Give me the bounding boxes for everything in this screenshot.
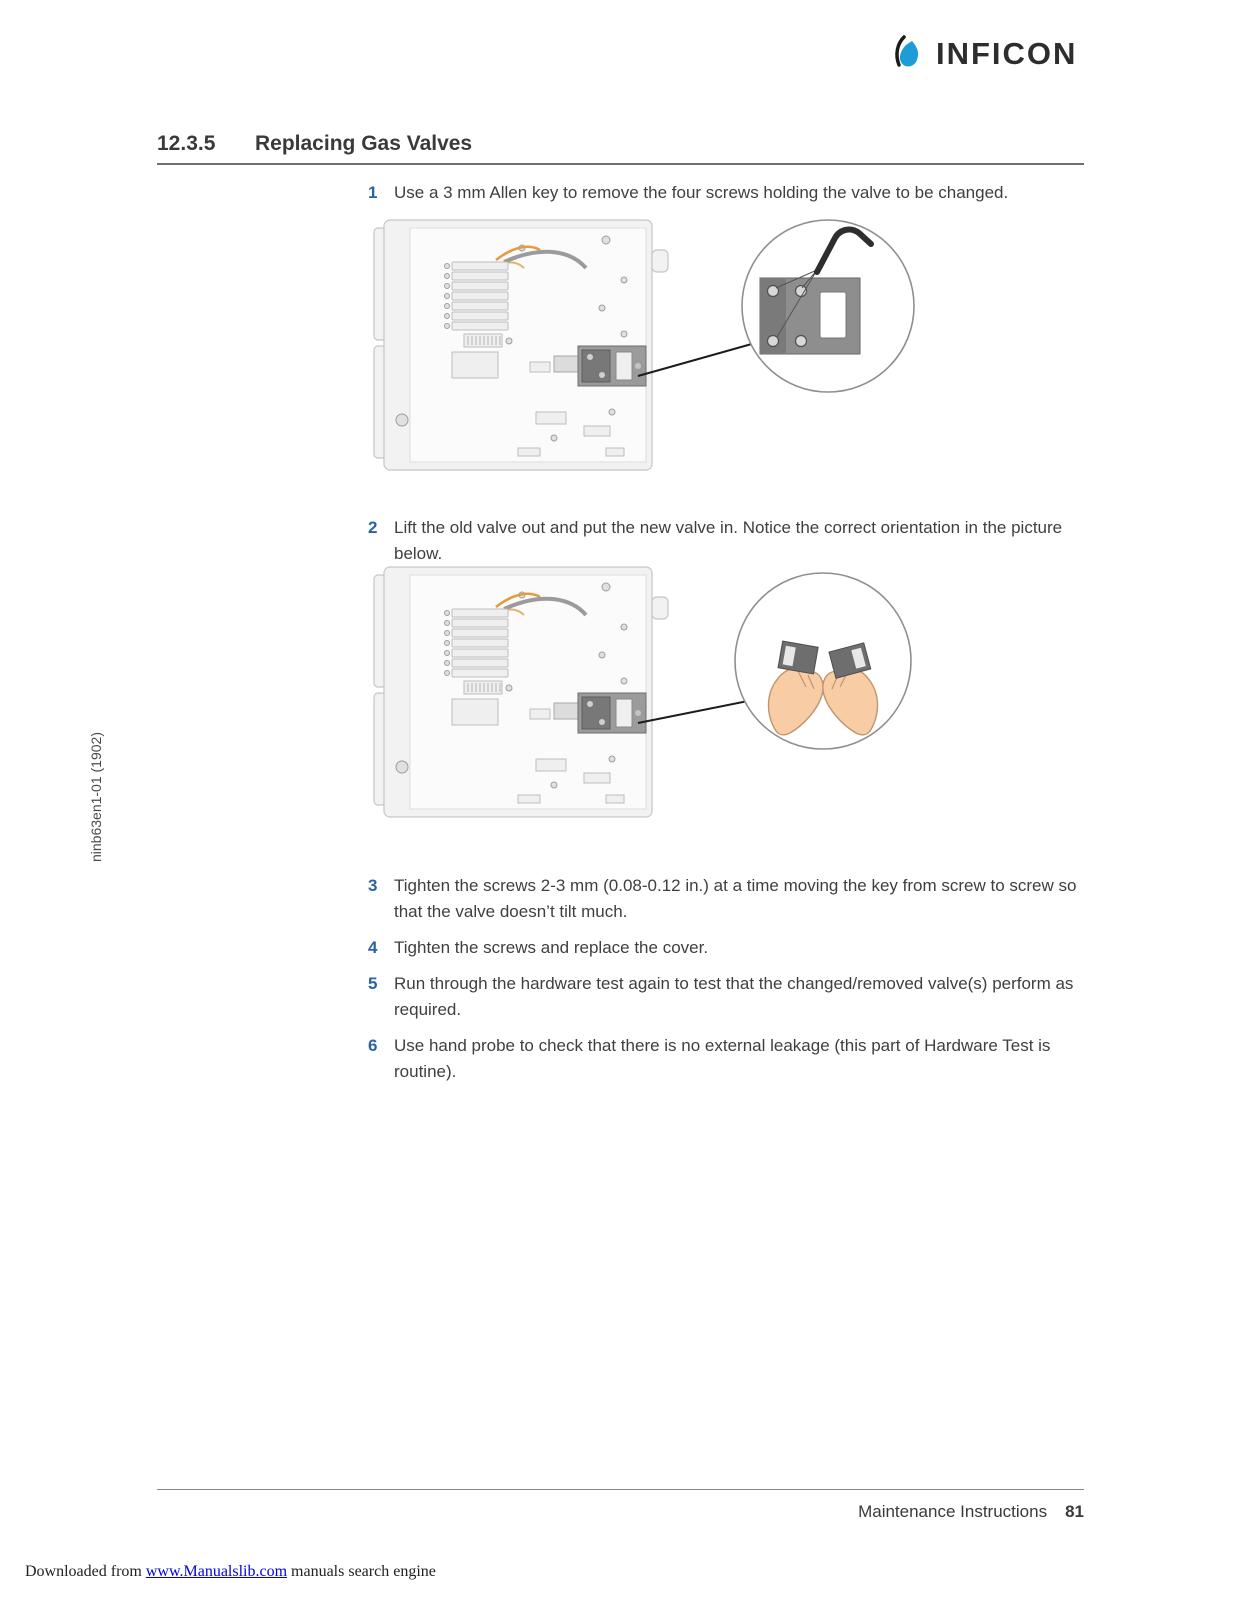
inficon-logo-icon xyxy=(888,34,928,74)
download-note-prefix: Downloaded from xyxy=(25,1563,146,1580)
step-item-5 xyxy=(368,971,1086,1023)
step-item-2 xyxy=(368,515,1086,567)
footer-page-number: 81 xyxy=(1065,1502,1084,1521)
document-code-vertical: ninb63en1-01 (1902) xyxy=(88,732,104,862)
callout-circle xyxy=(735,573,911,749)
inficon-logo xyxy=(888,34,1077,74)
step-number: 4 xyxy=(368,938,378,957)
step-text: Tighten the screws and replace the cover. xyxy=(394,938,709,957)
page-footer xyxy=(157,1502,1084,1522)
step-text: Use hand probe to check that there is no external leakage (this part of Hardware Test is routine). xyxy=(394,1036,1051,1081)
figure-remove-screws xyxy=(368,216,1086,489)
step-item-6 xyxy=(368,1033,1086,1085)
footer-section-label: Maintenance Instructions xyxy=(858,1502,1048,1521)
figure-replace-valve xyxy=(368,563,1086,843)
download-note-suffix: manuals search engine xyxy=(287,1563,436,1580)
step-text: Tighten the screws 2-3 mm (0.08-0.12 in.) at a time moving the key from screw to screw so that the valve doesn’t tilt much. xyxy=(394,876,1077,921)
step-number: 1 xyxy=(368,183,378,202)
device-illustration xyxy=(374,567,668,817)
section-number: 12.3.5 xyxy=(157,132,216,155)
step-item-1 xyxy=(368,180,1086,206)
step-number: 2 xyxy=(368,518,378,537)
manualslib-link[interactable]: www.Manualslib.com xyxy=(145,1563,288,1580)
instruction-content xyxy=(368,180,1086,1095)
step-item-3 xyxy=(368,873,1086,925)
old-valve-block-icon xyxy=(778,641,818,674)
figure1-illustration xyxy=(368,216,920,484)
step-number: 6 xyxy=(368,1036,378,1055)
step-text: Lift the old valve out and put the new valve in. Notice the correct orientation in the picture below. xyxy=(394,518,1063,563)
step-number: 5 xyxy=(368,974,378,993)
step-text: Use a 3 mm Allen key to remove the four screws holding the valve to be changed. xyxy=(394,183,1009,202)
figure2-illustration xyxy=(368,563,920,838)
section-heading xyxy=(157,132,1084,165)
device-illustration xyxy=(374,220,668,470)
footer-divider xyxy=(157,1489,1084,1490)
step-number: 3 xyxy=(368,876,378,895)
valve-bracket-detail xyxy=(760,278,860,354)
step-text: Run through the hardware test again to test that the changed/removed valve(s) perform as required. xyxy=(394,974,1074,1019)
step-item-4 xyxy=(368,935,1086,961)
section-title: Replacing Gas Valves xyxy=(255,132,473,155)
inficon-logo-text: INFICON xyxy=(936,36,1078,71)
download-note xyxy=(25,1563,436,1581)
